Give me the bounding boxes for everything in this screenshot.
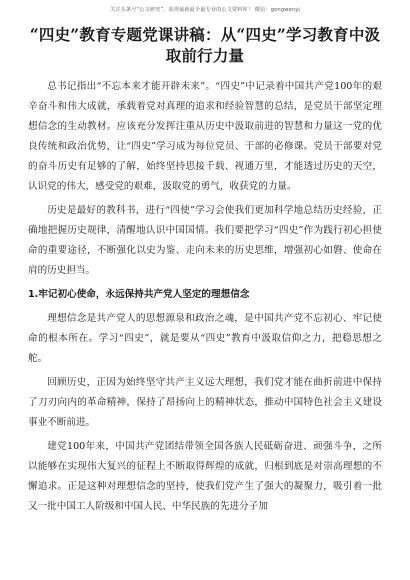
section-heading-1: 1.牢记初心使命，永远保持共产党人坚定的理想信念	[28, 289, 250, 300]
section-paragraph-3: 建党100年来，中国共产党团结带领全国各族人民砥砺奋进、顽强斗争，之所以能够在实现伟大复兴的征程上不断取得辉煌的成就，归根到底是对崇高理想的不懈追求。正是这种对理想信念的坚持，使我们党产生了强大的凝聚力，吸引着一批又一批中国工人阶级和中国人民、中华民族的先进分子加	[28, 441, 382, 512]
intro-paragraph-1: 总书记指出“不忘本来才能开辟未来”。“四史”中记录着中国共产党100年的艰辛奋斗和伟大成就，承载着党对真理的追求和经验智慧的总结，是党员干部坚定理想信念的生动教材。应该充分发挥注重从历史中汲取前进的智慧和力量这一党的优良传统和政治优势，让“四史”学习成为每位党员、干部的必修课。党员干部要对党的奋斗历史有足够的了解，始终坚持思接千载、视通万里，才能透过历史的天空，认识党的伟大，感受党的艰难，汲取党的勇气，收获党的力量。	[28, 81, 382, 192]
section-paragraph-1: 理想信念是共产党人的思想源泉和政治之魂，是中国共产党不忘初心、牢记使命的根本所在。学习“四史”，就是要从“四史”教育中汲取信仰之力，把稳思想之舵。	[28, 313, 382, 364]
document-title: “四史”教育专题党课讲稿：从“四史”学习教育中汲取前行力量	[29, 25, 381, 65]
document-body	[28, 77, 382, 517]
section-paragraph-2: 回顾历史，正因为始终坚守共产主义远大理想，我们党才能在曲折前进中保持了刀刃向内的革命精神，保持了昂扬向上的精神状态，推动中国特色社会主义建设事业不断前进。	[28, 377, 382, 428]
header-note: 关注头条号“公文研究”，获得最新最全最专业的公文资料库！ 微信：gongwenyj	[110, 7, 300, 13]
intro-paragraph-2: 历史是最好的教科书，进行“四使”学习会使我们更加科学地总结历史经验，正确地把握历史规律，清醒地认识中国国情。我们要把学习“四史”作为践行初心担使命的重要途径，不断强化以史为鉴、走向未来的历史思维，增强初心如磐、使命在肩的历史担当。	[28, 205, 382, 276]
